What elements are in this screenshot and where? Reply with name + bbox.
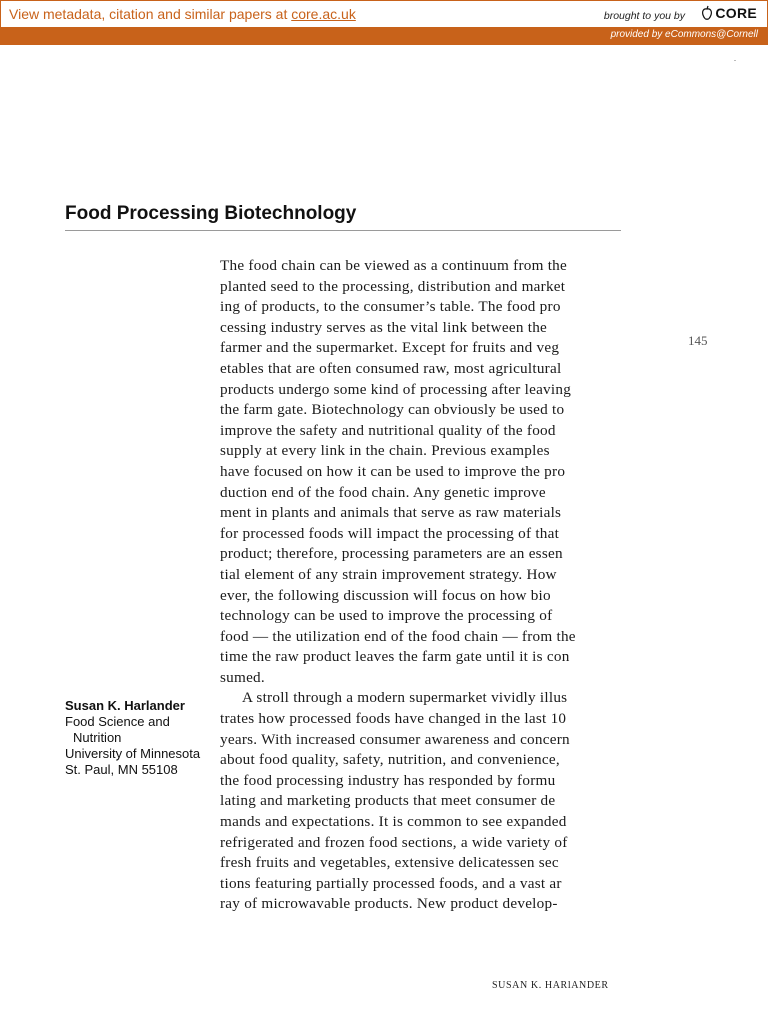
body-line: cessing industry serves as the vital link between the xyxy=(220,318,548,336)
body-line: tions featuring partially processed foods, and a vast ar xyxy=(220,874,562,892)
affiliation-line: St. Paul, MN 55108 xyxy=(65,762,178,777)
body-line: ment in plants and animals that serve as raw materials xyxy=(220,504,562,522)
body-line: for processed foods will impact the processing of that xyxy=(220,524,560,542)
body-line: mands and expectations. It is common to see expanded xyxy=(220,813,567,831)
body-line: the food processing industry has responded by formu xyxy=(220,771,556,789)
core-link-prefix: View metadata, citation and similar papers at xyxy=(9,6,292,22)
body-line: improve the safety and nutritional quality of the food xyxy=(220,421,556,439)
body-line: tial element of any strain improvement strategy. How xyxy=(220,565,557,583)
body-line: supply at every link in the chain. Previous examples xyxy=(220,442,550,460)
body-line: duction end of the food chain. Any genetic improve xyxy=(220,483,546,501)
core-logo-text: CORE xyxy=(715,5,757,21)
body-line: farmer and the supermarket. Except for fruits and veg xyxy=(220,339,560,357)
body-line: food — the utilization end of the food chain — from the xyxy=(220,627,576,645)
body-line: fresh fruits and vegetables, extensive delicatessen sec xyxy=(220,854,559,872)
core-banner xyxy=(0,0,768,45)
body-line: products undergo some kind of processing after leaving xyxy=(220,380,572,398)
affiliation-line: Nutrition xyxy=(73,730,122,745)
body-line: have focused on how it can be used to improve the pro xyxy=(220,462,566,480)
core-banner-bottom xyxy=(0,27,768,45)
body-line: technology can be used to improve the processing of xyxy=(220,607,553,625)
body-line: The food chain can be viewed as a continuum from the xyxy=(220,257,568,274)
body-line: about food quality, safety, nutrition, and convenience, xyxy=(220,751,560,769)
core-ac-uk-link[interactable]: core.ac.uk xyxy=(291,6,356,22)
body-line: the farm gate. Biotechnology can obviously be used to xyxy=(220,401,565,419)
body-line: time the raw product leaves the farm gate until it is con xyxy=(220,648,570,666)
body-line: refrigerated and frozen food sections, a wide variety of xyxy=(220,833,568,851)
body-line: years. With increased consumer awareness and concern xyxy=(220,730,570,748)
body-line: product; therefore, processing parameters are an essen xyxy=(220,545,563,563)
core-apple-icon xyxy=(701,5,713,21)
core-metadata-link[interactable] xyxy=(9,6,356,22)
body-line: etables that are often consumed raw, most agricultural xyxy=(220,359,562,377)
page-number: 145 xyxy=(688,333,708,348)
body-line: planted seed to the processing, distribution and market xyxy=(220,277,566,295)
body-line: ever, the following discussion will focus on how bio xyxy=(220,586,551,604)
scan-speck xyxy=(734,60,736,61)
body-line: ing of products, to the consumer’s table. The food pro xyxy=(220,298,561,316)
title-divider xyxy=(65,230,621,231)
author-affiliation xyxy=(65,698,215,778)
core-logo[interactable] xyxy=(701,5,757,21)
body-line: sumed. xyxy=(220,668,265,686)
body-line: ray of microwavable products. New product develop- xyxy=(220,895,558,913)
brought-to-you-text: brought to you by xyxy=(603,10,685,22)
article-body xyxy=(220,256,630,915)
body-line: A stroll through a modern supermarket vividly illus xyxy=(242,689,568,707)
body-line: lating and marketing products that meet consumer de xyxy=(220,792,556,810)
affiliation-line: Food Science and xyxy=(65,714,170,729)
author-name: Susan K. Harlander xyxy=(65,698,185,713)
article-title: Food Processing Biotechnology xyxy=(65,203,357,224)
affiliation-line: University of Minnesota xyxy=(65,746,201,761)
running-footer: SUSAN K. HARlANDER xyxy=(492,980,609,991)
core-banner-top xyxy=(0,0,768,27)
provided-by-text: provided by eCommons@Cornell xyxy=(610,29,758,40)
body-line: trates how processed foods have changed in the last 10 xyxy=(220,710,567,728)
